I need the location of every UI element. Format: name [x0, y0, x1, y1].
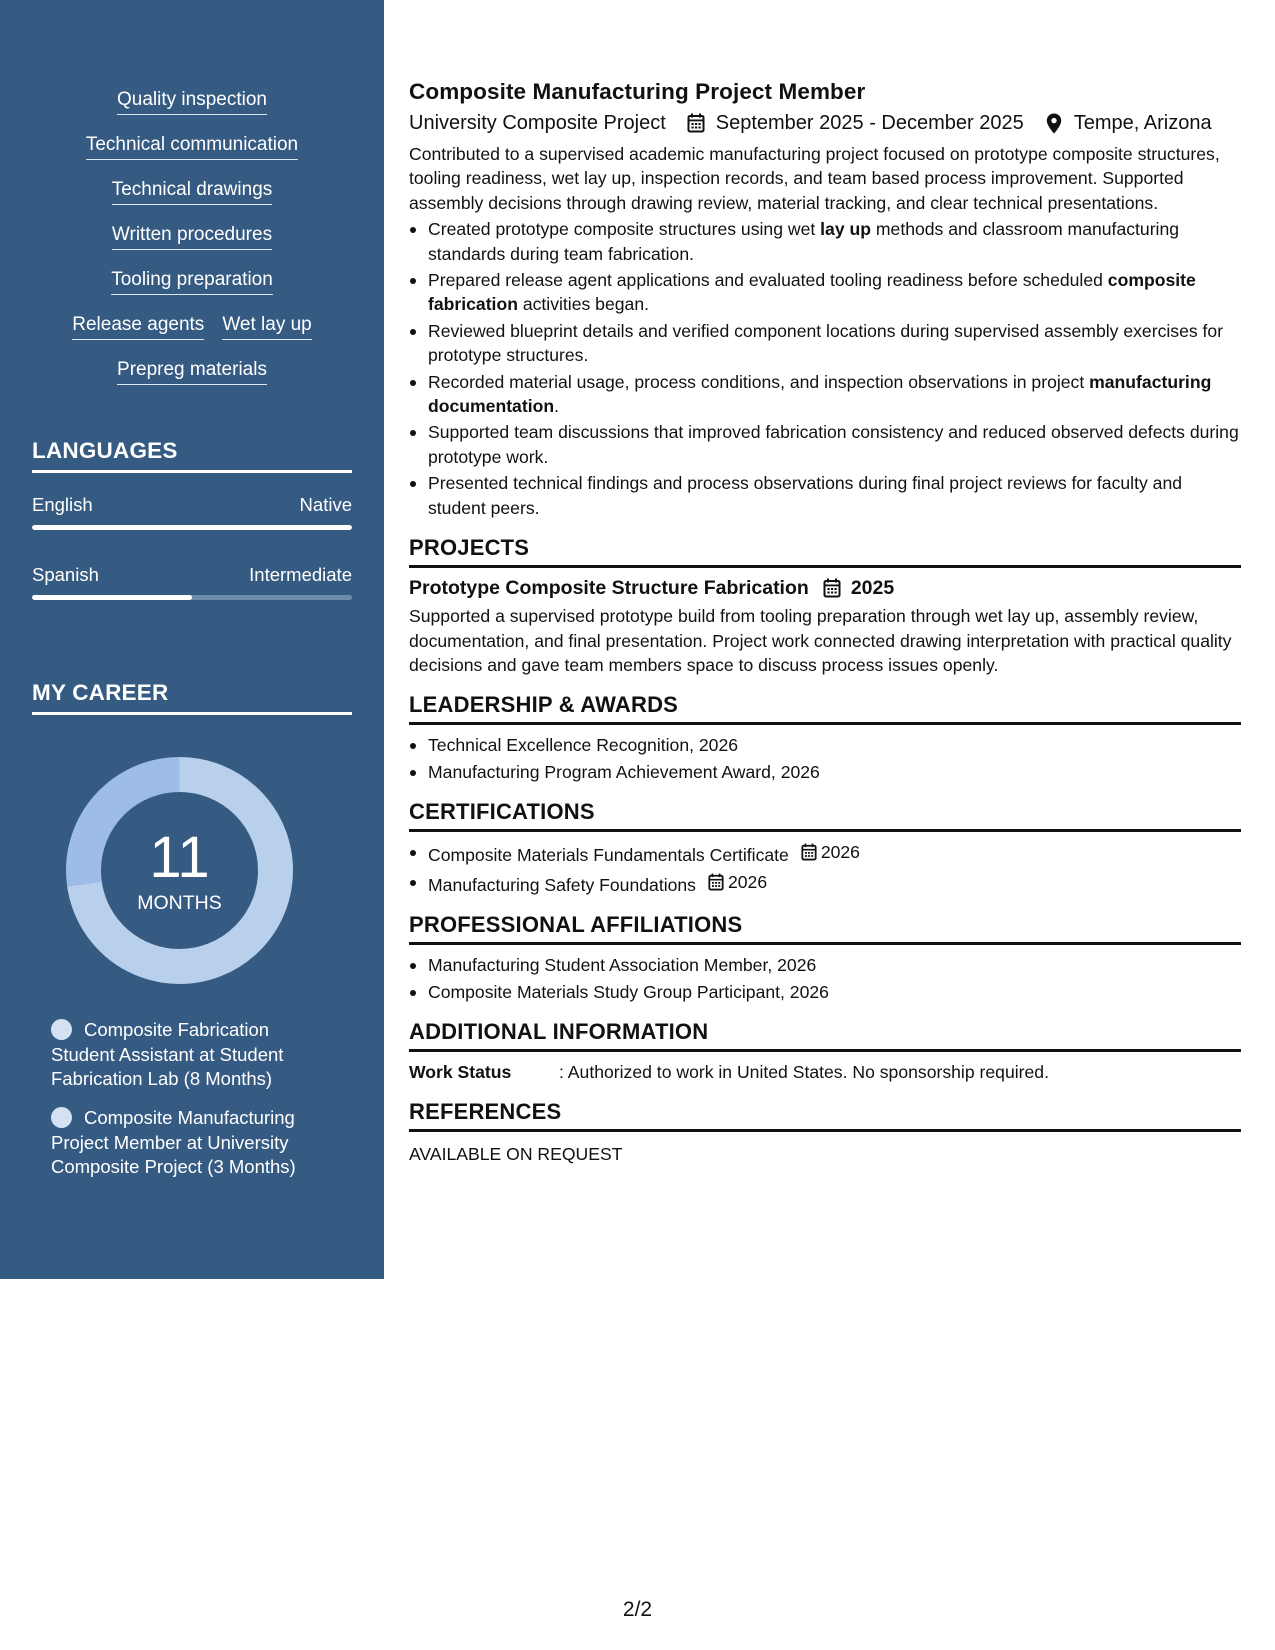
job-bullet: Recorded material usage, process conditions, and inspection observations in project manufacturing documentation. [409, 370, 1241, 419]
skill-row [0, 268, 384, 313]
certifications-heading: CERTIFICATIONS [409, 798, 1241, 832]
additional-info-heading: ADDITIONAL INFORMATION [409, 1018, 1241, 1052]
main-content [409, 76, 1241, 1166]
career-item [51, 1018, 321, 1092]
languages-heading: LANGUAGES [32, 437, 352, 473]
job-bullet: Prepared release agent applications and evaluated tooling readiness before scheduled composite fabrication activities began. [409, 268, 1241, 317]
language-level: Intermediate [249, 564, 352, 585]
language-spanish [32, 564, 352, 586]
language-bar-fill [32, 595, 192, 600]
affiliations-list [409, 953, 1241, 1004]
job-bullet: Presented technical findings and process observations during final project reviews for faculty and student peers. [409, 471, 1241, 520]
project-name: Prototype Composite Structure Fabrication [409, 577, 809, 600]
leadership-item: Manufacturing Program Achievement Award, 2026 [409, 760, 1241, 784]
project-year: 2025 [850, 577, 895, 600]
company-name: University Composite Project [409, 112, 666, 134]
career-dot-icon [51, 1019, 72, 1040]
skill-row [0, 133, 384, 178]
career-total-months: 11 [149, 825, 210, 890]
affiliation-item: Composite Materials Study Group Participant, 2026 [409, 980, 1241, 1004]
page-number: 2/2 [622, 1598, 653, 1621]
career-item-text: Composite Fabrication Student Assistant at Student Fabrication Lab (8 Months) [51, 1019, 284, 1089]
job-summary: Contributed to a supervised academic manufacturing project focused on prototype composite structures, tooling readiness, wet lay up, inspection records, and team based process improvement. Supported assembly decisions through drawing review, material tracking, and clear technical presentations. [409, 144, 1220, 213]
skill-tag: Wet lay up [222, 313, 311, 340]
career-item-text: Composite Manufacturing Project Member at University Composite Project (3 Months) [51, 1107, 296, 1177]
affiliations-heading: PROFESSIONAL AFFILIATIONS [409, 911, 1241, 945]
project-description: Supported a supervised prototype build from tooling preparation through wet lay up, assembly review, documentation, and final presentation. Project work connected drawing interpretation with practical quality decisions and gave team members space to discuss process issues openly. [409, 606, 1232, 675]
project-title [409, 574, 1241, 602]
skill-row [0, 88, 384, 133]
language-name: English [32, 494, 93, 515]
calendar-icon [801, 843, 817, 861]
job-bullet: Reviewed blueprint details and verified component locations during supervised assembly exercises for prototype structures. [409, 319, 1241, 368]
language-name: Spanish [32, 564, 99, 585]
leadership-heading: LEADERSHIP & AWARDS [409, 691, 1241, 725]
calendar-icon [686, 112, 706, 134]
skill-tag: Quality inspection [117, 88, 267, 115]
calendar-icon [823, 577, 843, 599]
skill-tag: Prepreg materials [117, 358, 267, 385]
calendar-icon [708, 873, 724, 891]
leadership-item: Technical Excellence Recognition, 2026 [409, 733, 1241, 757]
career-dot-icon [51, 1107, 72, 1128]
certifications-list [409, 840, 1241, 897]
job-bullets [409, 217, 1241, 520]
job-title: Composite Manufacturing Project Member [409, 79, 866, 104]
projects-heading: PROJECTS [409, 534, 1241, 568]
work-status-label: Work Status [409, 1062, 512, 1083]
job-location: Tempe, Arizona [1073, 112, 1212, 134]
language-english [32, 494, 352, 516]
skill-row [0, 178, 384, 223]
language-level: Native [299, 494, 352, 515]
skill-tag: Release agents [72, 313, 204, 340]
affiliation-item: Manufacturing Student Association Member, 2026 [409, 953, 1241, 977]
sidebar [0, 0, 384, 1279]
skill-tag: Tooling preparation [111, 268, 273, 295]
location-pin-icon [1044, 112, 1064, 134]
references-heading: REFERENCES [409, 1098, 1241, 1132]
career-heading: MY CAREER [32, 679, 352, 715]
certification-item: Composite Materials Fundamentals Certificate 2026 [409, 840, 1241, 868]
skill-row [0, 358, 384, 403]
job-meta [409, 108, 1241, 138]
job-bullet: Supported team discussions that improved fabrication consistency and reduced observed defects during prototype work. [409, 420, 1241, 469]
work-status-row [409, 1060, 1241, 1084]
skill-row [0, 223, 384, 268]
job-dates: September 2025 - December 2025 [715, 112, 1024, 134]
skill-tag: Written procedures [112, 223, 272, 250]
certification-item: Manufacturing Safety Foundations 2026 [409, 870, 1241, 898]
skills-list [0, 88, 384, 403]
job-bullet: Created prototype composite structures using wet lay up methods and classroom manufacturing standards during team fabrication. [409, 217, 1241, 266]
skill-row [0, 313, 384, 358]
language-bar-spanish [32, 595, 352, 600]
leadership-list [409, 733, 1241, 784]
language-bar-english [32, 525, 352, 530]
work-status-value: : Authorized to work in United States. No sponsorship required. [559, 1062, 1049, 1083]
references-text: AVAILABLE ON REQUEST [409, 1144, 623, 1165]
career-item [51, 1106, 321, 1180]
language-bar-fill [32, 525, 352, 530]
skill-tag: Technical drawings [112, 178, 273, 205]
skill-tag: Technical communication [86, 133, 298, 160]
career-total-unit: MONTHS [137, 892, 222, 914]
